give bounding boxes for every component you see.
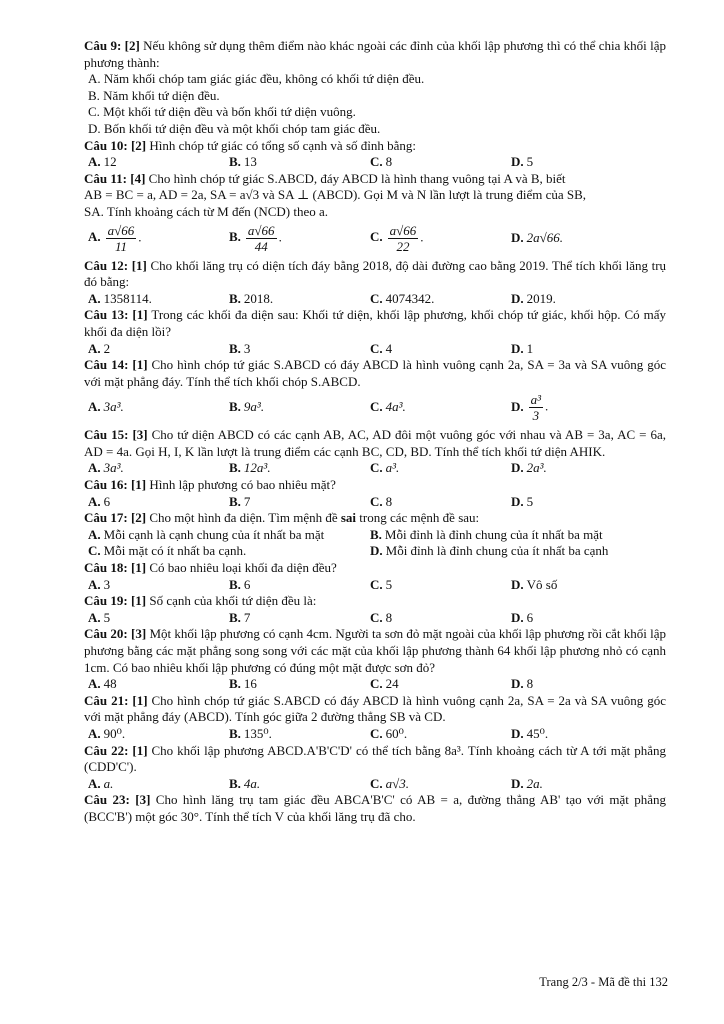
- answer-option-d: D. $\frac{\text{a³}}{3}$ .: [511, 392, 549, 424]
- question-23: [84, 792, 666, 825]
- answer-option-c: C. 4074342.: [370, 290, 435, 306]
- answer-option-c: C. 4a³.: [370, 399, 406, 415]
- question-level: [2]: [124, 38, 140, 53]
- question-label: Câu 11:: [84, 170, 127, 186]
- question-text: Trong các khối đa diện sau: Khối tứ diện, khối lập phương, khối chóp tứ giác, khối hộp. Có mấy khối đa diện lồi?: [84, 307, 667, 339]
- question-label: Câu 23:: [84, 792, 130, 808]
- question-label: Câu 15:: [84, 427, 129, 443]
- question-text: Nếu không sử dụng thêm điểm nào khác ngoài các đỉnh của khối lập phương thì có thể chia khối lập phương thành:: [84, 38, 666, 70]
- answer-option-c: C. 4: [370, 340, 393, 356]
- question-9: [84, 38, 666, 138]
- answer-option-a: A. 90⁰.: [88, 725, 126, 741]
- question-19: [84, 593, 666, 626]
- answer-option-a: A. Mỗi cạnh là cạnh chung của ít nhất ba mặt: [88, 526, 325, 542]
- question-text: Hình lập phương có bao nhiêu mặt?: [149, 477, 336, 493]
- answer-option-c: C. Mỗi mặt có ít nhất ba cạnh.: [88, 543, 247, 559]
- answer-option-b: B. 9a³.: [229, 399, 265, 415]
- question-text: Cho hình chóp tứ giác S.ABCD, đáy ABCD là hình thang vuông tại A và B, biết: [148, 170, 566, 186]
- question-18: [84, 560, 666, 593]
- answer-option-a: A. 3a³.: [88, 399, 124, 415]
- question-label: Câu 16:: [84, 477, 128, 493]
- question-level: [2]: [130, 510, 147, 526]
- answer-option-a: A. 5: [88, 609, 111, 625]
- answer-option-d: D. 2019.: [511, 290, 556, 306]
- question-level: [3]: [131, 626, 147, 642]
- answer-option-c: C. 8: [370, 154, 393, 170]
- answer-option-c: C. $\frac{a√66}{22}$ .: [370, 222, 424, 254]
- answer-option-d: D. 2a.: [511, 775, 543, 791]
- answer-option: A. Năm khối chóp tam giác giác đều, không có khối tứ diện đều.: [88, 71, 425, 87]
- answer-option-d: D. 8: [511, 676, 534, 692]
- answer-option-d: D. Vô số: [511, 576, 558, 592]
- question-13: [84, 307, 666, 357]
- question-20: [84, 626, 666, 692]
- answer-option: C. Một khối tứ diện đều và bốn khối tứ diện vuông.: [88, 104, 356, 120]
- answer-option-d: D. 6: [511, 609, 534, 625]
- answer-option: B. Năm khối tứ diện đều.: [88, 87, 220, 103]
- answer-option-c: C. a√3.: [370, 775, 410, 791]
- question-level: [4]: [130, 170, 146, 186]
- exam-page: [84, 38, 666, 826]
- answer-option-d: D. 5: [511, 493, 534, 509]
- question-level: [1]: [131, 257, 147, 273]
- question-label: Câu 13:: [84, 307, 129, 323]
- question-text: Có bao nhiêu loại khối đa diện đều?: [149, 560, 337, 576]
- answer-option-c: C. 8: [370, 493, 393, 509]
- answer-option-b: B. 4a.: [229, 775, 261, 791]
- question-text-line: AB = BC = a, AD = 2a, SA = a√3 và SA ⊥ (ABCD). Gọi M và N lần lượt là trung điểm của SB,: [84, 187, 587, 203]
- question-15: [84, 427, 666, 477]
- question-text: Cho một hình đa diện. Tìm mệnh đề: [149, 510, 338, 526]
- answer-option-d: D. 45⁰.: [511, 725, 549, 741]
- question-21: [84, 693, 666, 743]
- question-14: [84, 357, 666, 423]
- question-16: [84, 477, 666, 510]
- answer-option-d: D. 5: [511, 154, 534, 170]
- answer-option-b: B. 6: [229, 576, 251, 592]
- answer-option-b: B. 7: [229, 493, 251, 509]
- answer-option-b: B. $\frac{a√66}{44}$ .: [229, 222, 282, 254]
- question-label: Câu 14:: [84, 357, 129, 373]
- question-text: Cho tứ diện ABCD có các cạnh AB, AC, AD đôi một vuông góc với nhau và AB = 3a, AC = 6a, AD = 4a. Gọi H, I, K lần lượt là trung điểm các cạnh BC, CD, BD. Tính thể tích khối tứ diện AHIK.: [84, 427, 667, 459]
- question-label: Câu 12:: [84, 257, 129, 273]
- question-text: Cho hình chóp tứ giác S.ABCD có đáy ABCD là hình vuông cạnh 2a, SA = 3a và SA vuông góc với mặt phẳng đáy. Tính thể tích khối chóp S.ABCD.: [84, 357, 667, 389]
- answer-option-c: C. 8: [370, 609, 393, 625]
- question-level: [1]: [132, 742, 148, 758]
- question-22: [84, 743, 666, 793]
- question-label: Câu 19:: [84, 593, 128, 609]
- question-level: [3]: [132, 427, 148, 443]
- question-text: Cho khối lập phương ABCD.A'B'C'D' có thể tích bằng 8a³. Tính khoảng cách từ A tới mặt phẳng (CDD'C').: [84, 742, 667, 775]
- answer-option: D. Bốn khối tứ diện đều và một khối chóp tam giác đều.: [88, 120, 381, 136]
- answer-option-a: A. 2: [88, 340, 111, 356]
- question-label: Câu 20:: [84, 626, 128, 642]
- answer-option-a: A. a.: [88, 775, 114, 791]
- question-10: [84, 138, 666, 171]
- answer-option-c: C. 5: [370, 576, 393, 592]
- emphasis-word: sai: [340, 510, 357, 526]
- answer-option-b: B. 7: [229, 609, 251, 625]
- question-level: [1]: [132, 692, 148, 708]
- question-text: Cho hình lăng trụ tam giác đều ABCA'B'C' có AB = a, đường thẳng AB' tạo với mặt phẳng (BCC'B') một góc 30°. Tính thể tích V của khối lăng trụ đã cho.: [84, 792, 667, 824]
- question-text: Một khối lập phương có cạnh 4cm. Người ta sơn đỏ mặt ngoài của khối lập phương rồi cắt khối lập phương bằng các mặt phẳng song song với các mặt của khối lập phương thành 64 khối lập phương nhỏ có cạnh 1cm. Có bao nhiêu khối lập phương có đúng một mặt được sơn đỏ?: [84, 626, 667, 675]
- answer-option-c: C. a³.: [370, 460, 400, 476]
- question-level: [1]: [130, 477, 147, 493]
- question-12: [84, 258, 666, 308]
- question-label: Câu 10:: [84, 137, 128, 153]
- question-level: [3]: [135, 792, 151, 808]
- question-text: Hình chóp tứ giác có tổng số cạnh và số đỉnh bằng:: [149, 137, 417, 153]
- answer-option-a: A. $\frac{a√66}{11}$ .: [88, 222, 142, 254]
- page-footer: Trang 2/3 - Mã đề thi 132: [539, 975, 668, 989]
- question-text-line: SA. Tính khoảng cách từ M đến (NCD) theo a.: [84, 203, 329, 219]
- answer-option-b: B. 12a³.: [229, 460, 271, 476]
- answer-option-d: D. Mỗi đỉnh là đỉnh chung của ít nhất ba cạnh: [370, 543, 609, 559]
- answer-option-b: B. 3: [229, 340, 251, 356]
- question-label: Câu 22:: [84, 742, 129, 758]
- question-17: [84, 510, 666, 560]
- question-text: Cho hình chóp tứ giác S.ABCD có đáy ABCD là hình vuông cạnh 2a, SA = 2a và SA vuông góc với mặt phẳng đáy (ABCD). Tính góc giữa 2 đường thẳng SB và CD.: [84, 692, 667, 725]
- question-level: [1]: [130, 560, 147, 576]
- question-level: [1]: [132, 307, 148, 323]
- answer-option-c: C. 60⁰.: [370, 725, 408, 741]
- question-text: trong các mệnh đề sau:: [359, 510, 480, 526]
- question-text: Cho khối lăng trụ có diện tích đáy bằng 2018, độ dài đường cao bằng 2019. Thể tích khối lăng trụ đó bằng:: [84, 257, 667, 290]
- question-label: Câu 17:: [84, 510, 128, 526]
- answer-option-b: B. 13: [229, 154, 257, 170]
- answer-option-c: C. 24: [370, 676, 399, 692]
- question-11: [84, 171, 666, 254]
- question-level: [1]: [130, 593, 147, 609]
- answer-option-a: A. 1358114.: [88, 290, 152, 306]
- answer-option-b: B. 2018.: [229, 290, 274, 306]
- answer-option-d: D. 2a√66.: [511, 229, 564, 245]
- question-text: Số cạnh của khối tứ diện đều là:: [149, 593, 317, 609]
- question-label: Câu 18:: [84, 560, 128, 576]
- answer-option-b: B. 16: [229, 676, 257, 692]
- answer-option-a: A. 3: [88, 576, 111, 592]
- question-level: [2]: [130, 137, 147, 153]
- answer-option-a: A. 12: [88, 154, 117, 170]
- answer-option-d: D. 2a³.: [511, 460, 547, 476]
- question-label: Câu 9:: [84, 38, 122, 53]
- answer-option-a: A. 3a³.: [88, 460, 124, 476]
- answer-option-d: D. 1: [511, 340, 534, 356]
- answer-option-b: B. Mỗi đỉnh là đỉnh chung của ít nhất ba mặt: [370, 526, 603, 542]
- question-label: Câu 21:: [84, 692, 129, 708]
- question-level: [1]: [132, 357, 148, 373]
- answer-option-a: A. 6: [88, 493, 111, 509]
- answer-option-a: A. 48: [88, 676, 117, 692]
- answer-option-b: B. 135⁰.: [229, 725, 272, 741]
